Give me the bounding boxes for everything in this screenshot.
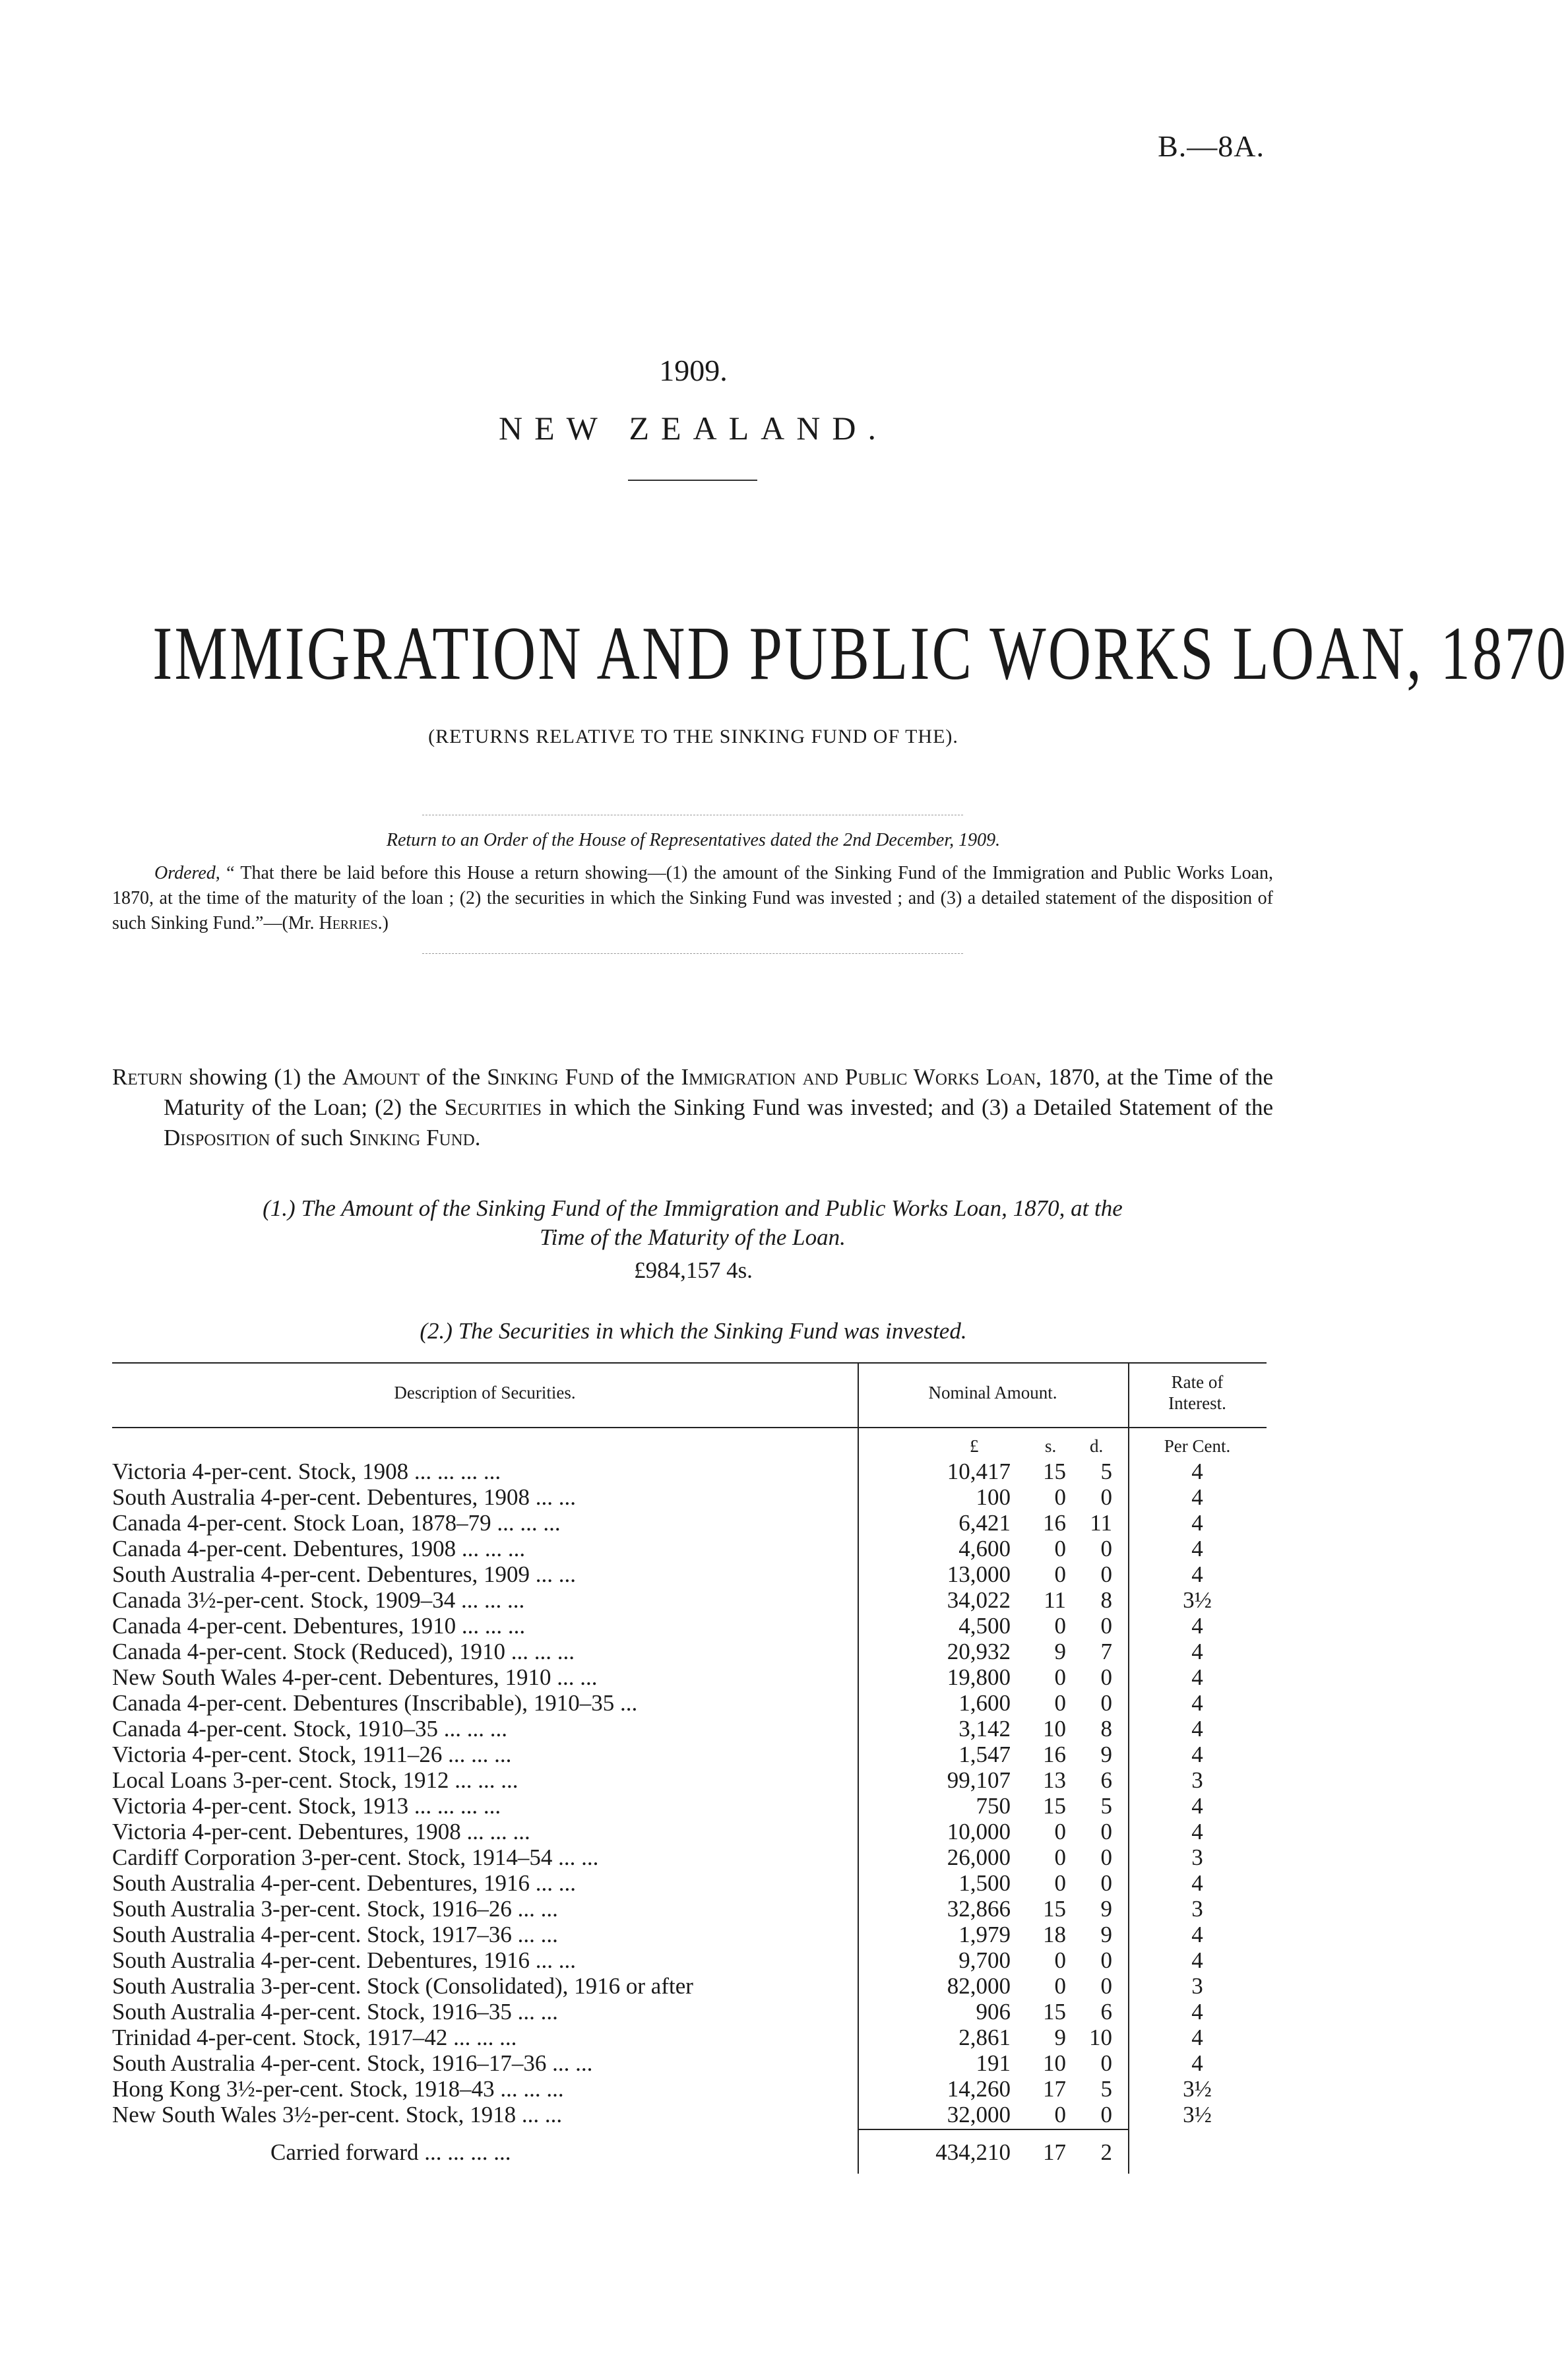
nominal-pence: 0 xyxy=(1100,1844,1112,1870)
nominal-pounds: 10,417 xyxy=(947,1459,1011,1484)
ordered-paragraph xyxy=(112,861,1273,936)
column-header-rate-line-2: Interest. xyxy=(1168,1393,1226,1413)
carried-forward-pence: 2 xyxy=(1100,2139,1112,2165)
nominal-pounds: 32,000 xyxy=(947,2102,1011,2127)
table-row xyxy=(112,2104,1267,2125)
table-row xyxy=(112,1510,1267,1536)
table-row xyxy=(112,1973,1267,1999)
security-description: Victoria 4-per-cent. Debentures, 1908 ... ... ... xyxy=(112,1819,530,1844)
nominal-pounds: 2,861 xyxy=(958,2025,1011,2050)
security-description: Canada 4-per-cent. Stock, 1910–35 ... ... ... xyxy=(112,1716,508,1742)
nominal-pounds: 750 xyxy=(976,1793,1011,1819)
table-row xyxy=(112,2076,1267,2102)
security-description: Hong Kong 3½-per-cent. Stock, 1918–43 ... ... ... xyxy=(112,2076,564,2102)
interest-rate: 4 xyxy=(1191,1664,1203,1690)
nominal-pounds: 1,600 xyxy=(958,1690,1011,1716)
table-row xyxy=(112,1718,1267,1740)
nominal-pounds: 34,022 xyxy=(947,1587,1011,1613)
column-divider-rate xyxy=(1128,1362,1129,2174)
interest-rate: 4 xyxy=(1191,1922,1203,1947)
security-description: South Australia 4-per-cent. Stock, 1916–35 ... ... xyxy=(112,1999,558,2025)
security-description: Cardiff Corporation 3-per-cent. Stock, 1914–54 ... ... xyxy=(112,1844,599,1870)
nominal-pence: 9 xyxy=(1100,1922,1112,1947)
interest-rate: 3 xyxy=(1191,1844,1203,1870)
security-description: Victoria 4-per-cent. Stock, 1911–26 ... ... ... xyxy=(112,1742,512,1767)
interest-rate: 3½ xyxy=(1183,2102,1212,2127)
securities-table xyxy=(112,1362,1267,2180)
nominal-pence: 11 xyxy=(1090,1510,1112,1536)
nominal-pence: 0 xyxy=(1100,1947,1112,1973)
nominal-pounds: 32,866 xyxy=(947,1896,1011,1922)
nominal-shillings: 0 xyxy=(1054,1561,1066,1587)
nominal-pence: 5 xyxy=(1100,1793,1112,1819)
interest-rate: 4 xyxy=(1191,1639,1203,1664)
table-row xyxy=(112,1484,1267,1510)
column-header-rate-line-1: Rate of xyxy=(1171,1372,1224,1392)
nominal-shillings: 17 xyxy=(1043,2076,1066,2102)
nominal-pounds: 100 xyxy=(976,1484,1011,1510)
column-header-rate xyxy=(1128,1371,1267,1414)
rd-text-5: in which the Sinking Fund was invested; and (3) a Detailed Statement of the xyxy=(542,1094,1273,1120)
rd-text-7: . xyxy=(474,1125,481,1150)
security-description: South Australia 4-per-cent. Stock, 1917–36 ... ... xyxy=(112,1922,558,1947)
section-1-heading-line-2: Time of the Maturity of the Loan. xyxy=(540,1224,846,1250)
nominal-shillings: 0 xyxy=(1054,1947,1066,1973)
unit-pounds: £ xyxy=(970,1436,979,1456)
table-row xyxy=(112,1664,1267,1690)
nominal-pence: 10 xyxy=(1089,2025,1112,2050)
table-row xyxy=(112,1561,1267,1587)
security-description: New South Wales 4-per-cent. Debentures, 1910 ... ... xyxy=(112,1664,598,1690)
interest-rate: 4 xyxy=(1191,1561,1203,1587)
security-description: Local Loans 3-per-cent. Stock, 1912 ... ... ... xyxy=(112,1767,518,1793)
nominal-pounds: 26,000 xyxy=(947,1844,1011,1870)
nominal-shillings: 9 xyxy=(1054,1639,1066,1664)
year: 1909. xyxy=(659,354,728,387)
rd-text-6: of such xyxy=(270,1125,349,1150)
nominal-pounds: 82,000 xyxy=(947,1973,1011,1999)
security-description: South Australia 4-per-cent. Debentures, 1916 ... ... xyxy=(112,1947,577,1973)
nominal-pounds: 1,500 xyxy=(958,1870,1011,1896)
page-reference: B.—8A. xyxy=(1158,129,1265,163)
nominal-pounds: 3,142 xyxy=(958,1716,1011,1742)
document-title: IMMIGRATION AND PUBLIC WORKS LOAN, 1870 xyxy=(152,612,1568,696)
section-1-heading xyxy=(112,1194,1273,1252)
nominal-shillings: 10 xyxy=(1043,2050,1066,2076)
nominal-shillings: 0 xyxy=(1054,1819,1066,1844)
nominal-shillings: 15 xyxy=(1043,1793,1066,1819)
rd-word-return: Return xyxy=(112,1064,183,1090)
nominal-pence: 7 xyxy=(1100,1639,1112,1664)
nominal-pence: 6 xyxy=(1100,1767,1112,1793)
nominal-shillings: 16 xyxy=(1043,1742,1066,1767)
unit-pence: d. xyxy=(1090,1436,1104,1456)
nominal-shillings: 0 xyxy=(1054,1613,1066,1639)
table-row xyxy=(112,2001,1267,2023)
nominal-shillings: 15 xyxy=(1043,1999,1066,2025)
carried-forward-label: Carried forward ... ... ... ... xyxy=(270,2139,511,2165)
security-description: Canada 4-per-cent. Debentures, 1908 ... ... ... xyxy=(112,1536,526,1561)
order-reference: Return to an Order of the House of Representatives dated the 2nd December, 1909. xyxy=(386,830,1001,850)
rd-text-1: showing (1) the xyxy=(182,1064,343,1090)
rd-word-securities: Securities xyxy=(444,1094,542,1120)
table-row xyxy=(112,1767,1267,1793)
ordered-text: “ That there be laid before this House a return showing—(1) the amount of the Sinking Fund of the Immigration and Public Works Loan, 1870, at the time of the maturity of the loan ; (2) the securities in which the Sinking Fund was invested ; and (3) a detailed statement of the disposition of such Sinking Fund.”—(Mr. xyxy=(112,863,1274,933)
security-description: South Australia 4-per-cent. Stock, 1916–17–36 ... ... xyxy=(112,2050,593,2076)
rd-word-loan-name: Immigration and Public Works Loan xyxy=(681,1064,1036,1090)
table-row xyxy=(112,1896,1267,1922)
interest-rate: 3 xyxy=(1191,1767,1203,1793)
nominal-pounds: 191 xyxy=(976,2050,1011,2076)
interest-rate: 4 xyxy=(1191,1999,1203,2025)
rd-text-2: of the xyxy=(420,1064,487,1090)
nominal-shillings: 0 xyxy=(1054,1973,1066,1999)
nominal-shillings: 0 xyxy=(1054,2102,1066,2127)
nominal-pounds: 9,700 xyxy=(958,1947,1011,1973)
security-description: Victoria 4-per-cent. Stock, 1908 ... ... ... ... xyxy=(112,1459,501,1484)
interest-rate: 3½ xyxy=(1183,2076,1212,2102)
nominal-pence: 0 xyxy=(1100,1690,1112,1716)
table-row xyxy=(112,1461,1267,1482)
return-description xyxy=(112,1062,1273,1153)
carried-forward-shillings: 17 xyxy=(1043,2139,1066,2165)
table-row xyxy=(112,1821,1267,1842)
nominal-pounds: 6,421 xyxy=(958,1510,1011,1536)
nominal-pence: 6 xyxy=(1100,1999,1112,2025)
table-header-rule xyxy=(112,1427,1267,1428)
rd-word-amount: Amount xyxy=(342,1064,420,1090)
nominal-shillings: 18 xyxy=(1043,1922,1066,1947)
nominal-pence: 0 xyxy=(1100,2102,1112,2127)
table-row xyxy=(112,2050,1267,2076)
nominal-pence: 0 xyxy=(1100,2050,1112,2076)
nominal-pence: 0 xyxy=(1100,1561,1112,1587)
nominal-shillings: 10 xyxy=(1043,1716,1066,1742)
nominal-pence: 5 xyxy=(1100,2076,1112,2102)
nominal-pounds: 906 xyxy=(976,1999,1011,2025)
security-description: Canada 4-per-cent. Stock Loan, 1878–79 ... ... ... xyxy=(112,1510,561,1536)
rd-text-3: of the xyxy=(613,1064,681,1090)
nominal-pence: 0 xyxy=(1100,1613,1112,1639)
table-row xyxy=(112,2027,1267,2048)
sinking-fund-amount: £984,157 4s. xyxy=(634,1257,753,1283)
table-row xyxy=(112,1744,1267,1765)
nominal-shillings: 0 xyxy=(1054,1844,1066,1870)
nominal-pence: 8 xyxy=(1100,1587,1112,1613)
table-top-rule xyxy=(112,1362,1267,1364)
country-heading: NEW ZEALAND. xyxy=(499,410,888,447)
ordered-label: Ordered, xyxy=(154,863,220,883)
nominal-pounds: 20,932 xyxy=(947,1639,1011,1664)
interest-rate: 4 xyxy=(1191,1459,1203,1484)
total-rule xyxy=(858,2129,1128,2130)
nominal-pounds: 4,500 xyxy=(958,1613,1011,1639)
nominal-shillings: 15 xyxy=(1043,1896,1066,1922)
security-description: Trinidad 4-per-cent. Stock, 1917–42 ... ... ... xyxy=(112,2025,517,2050)
table-row xyxy=(112,1870,1267,1896)
nominal-pounds: 14,260 xyxy=(947,2076,1011,2102)
interest-rate: 4 xyxy=(1191,2025,1203,2050)
security-description: Canada 4-per-cent. Debentures, 1910 ... ... ... xyxy=(112,1613,526,1639)
security-description: New South Wales 3½-per-cent. Stock, 1918 ... ... xyxy=(112,2102,563,2127)
security-description: Canada 4-per-cent. Debentures (Inscribable), 1910–35 ... xyxy=(112,1690,638,1716)
divider-bottom xyxy=(422,953,963,954)
interest-rate: 4 xyxy=(1191,1742,1203,1767)
nominal-shillings: 13 xyxy=(1043,1767,1066,1793)
interest-rate: 4 xyxy=(1191,1510,1203,1536)
interest-rate: 4 xyxy=(1191,1484,1203,1510)
nominal-shillings: 0 xyxy=(1054,1536,1066,1561)
unit-rate: Per Cent. xyxy=(1164,1436,1231,1456)
security-description: South Australia 4-per-cent. Debentures, 1908 ... ... xyxy=(112,1484,577,1510)
nominal-pounds: 4,600 xyxy=(958,1536,1011,1561)
security-description: Canada 3½-per-cent. Stock, 1909–34 ... ... ... xyxy=(112,1587,525,1613)
security-description: South Australia 4-per-cent. Debentures, 1916 ... ... xyxy=(112,1870,577,1896)
carried-forward-pounds: 434,210 xyxy=(935,2139,1011,2165)
nominal-pounds: 19,800 xyxy=(947,1664,1011,1690)
interest-rate: 4 xyxy=(1191,1793,1203,1819)
table-row xyxy=(112,1538,1267,1559)
nominal-pence: 5 xyxy=(1100,1459,1112,1484)
table-row xyxy=(112,1924,1267,1945)
nominal-pence: 9 xyxy=(1100,1742,1112,1767)
nominal-shillings: 15 xyxy=(1043,1459,1066,1484)
security-description: Victoria 4-per-cent. Stock, 1913 ... ... ... ... xyxy=(112,1793,501,1819)
interest-rate: 3½ xyxy=(1183,1587,1212,1613)
security-description: Canada 4-per-cent. Stock (Reduced), 1910 ... ... ... xyxy=(112,1639,575,1664)
nominal-pence: 0 xyxy=(1100,1484,1112,1510)
interest-rate: 4 xyxy=(1191,1690,1203,1716)
table-row xyxy=(112,1844,1267,1870)
nominal-pounds: 1,547 xyxy=(958,1742,1011,1767)
interest-rate: 3 xyxy=(1191,1896,1203,1922)
table-row xyxy=(112,1947,1267,1973)
ordered-mover: Herries xyxy=(319,913,378,933)
unit-shillings: s. xyxy=(1045,1436,1057,1456)
nominal-shillings: 9 xyxy=(1054,2025,1066,2050)
interest-rate: 4 xyxy=(1191,1870,1203,1896)
nominal-pounds: 99,107 xyxy=(947,1767,1011,1793)
interest-rate: 4 xyxy=(1191,1819,1203,1844)
rd-word-disposition: Disposition xyxy=(164,1125,270,1150)
nominal-pence: 0 xyxy=(1100,1819,1112,1844)
ordered-end: .) xyxy=(377,913,389,933)
table-row xyxy=(112,1690,1267,1716)
nominal-pence: 0 xyxy=(1100,1870,1112,1896)
interest-rate: 4 xyxy=(1191,1716,1203,1742)
interest-rate: 4 xyxy=(1191,1947,1203,1973)
interest-rate: 4 xyxy=(1191,2050,1203,2076)
heading-rule xyxy=(628,480,757,481)
nominal-pence: 0 xyxy=(1100,1973,1112,1999)
nominal-shillings: 0 xyxy=(1054,1484,1066,1510)
nominal-pounds: 13,000 xyxy=(947,1561,1011,1587)
nominal-shillings: 11 xyxy=(1044,1587,1066,1613)
nominal-pence: 0 xyxy=(1100,1664,1112,1690)
interest-rate: 4 xyxy=(1191,1613,1203,1639)
column-header-nominal: Nominal Amount. xyxy=(928,1383,1057,1402)
rd-text-4: , 1870, at the Time of the Maturity of the Loan; (2) the xyxy=(164,1064,1274,1120)
section-1-heading-line-1: (1.) The Amount of the Sinking Fund of the Immigration and Public Works Loan, 1870, at the xyxy=(263,1195,1123,1221)
security-description: South Australia 3-per-cent. Stock, 1916–26 ... ... xyxy=(112,1896,558,1922)
nominal-shillings: 0 xyxy=(1054,1870,1066,1896)
nominal-pence: 9 xyxy=(1100,1896,1112,1922)
nominal-pounds: 1,979 xyxy=(958,1922,1011,1947)
nominal-shillings: 0 xyxy=(1054,1664,1066,1690)
column-divider-nominal xyxy=(858,1362,859,2174)
interest-rate: 3 xyxy=(1191,1973,1203,1999)
document-subtitle: (RETURNS RELATIVE TO THE SINKING FUND OF THE). xyxy=(428,726,958,747)
table-row xyxy=(112,1587,1267,1613)
security-description: South Australia 4-per-cent. Debentures, 1909 ... ... xyxy=(112,1561,577,1587)
table-row xyxy=(112,1793,1267,1819)
nominal-shillings: 16 xyxy=(1043,1510,1066,1536)
table-row xyxy=(112,1641,1267,1662)
nominal-pounds: 10,000 xyxy=(947,1819,1011,1844)
section-2-heading: (2.) The Securities in which the Sinking Fund was invested. xyxy=(420,1318,967,1344)
nominal-shillings: 0 xyxy=(1054,1690,1066,1716)
nominal-pence: 0 xyxy=(1100,1536,1112,1561)
table-row xyxy=(112,1613,1267,1639)
carried-forward-row xyxy=(112,2141,1267,2164)
rd-word-sinking-fund-2: Sinking Fund xyxy=(348,1125,475,1150)
nominal-pence: 8 xyxy=(1100,1716,1112,1742)
column-header-description: Description of Securities. xyxy=(394,1383,576,1402)
security-description: South Australia 3-per-cent. Stock (Consolidated), 1916 or after xyxy=(112,1973,693,1999)
rd-word-sinking-fund: Sinking Fund xyxy=(487,1064,614,1090)
interest-rate: 4 xyxy=(1191,1536,1203,1561)
